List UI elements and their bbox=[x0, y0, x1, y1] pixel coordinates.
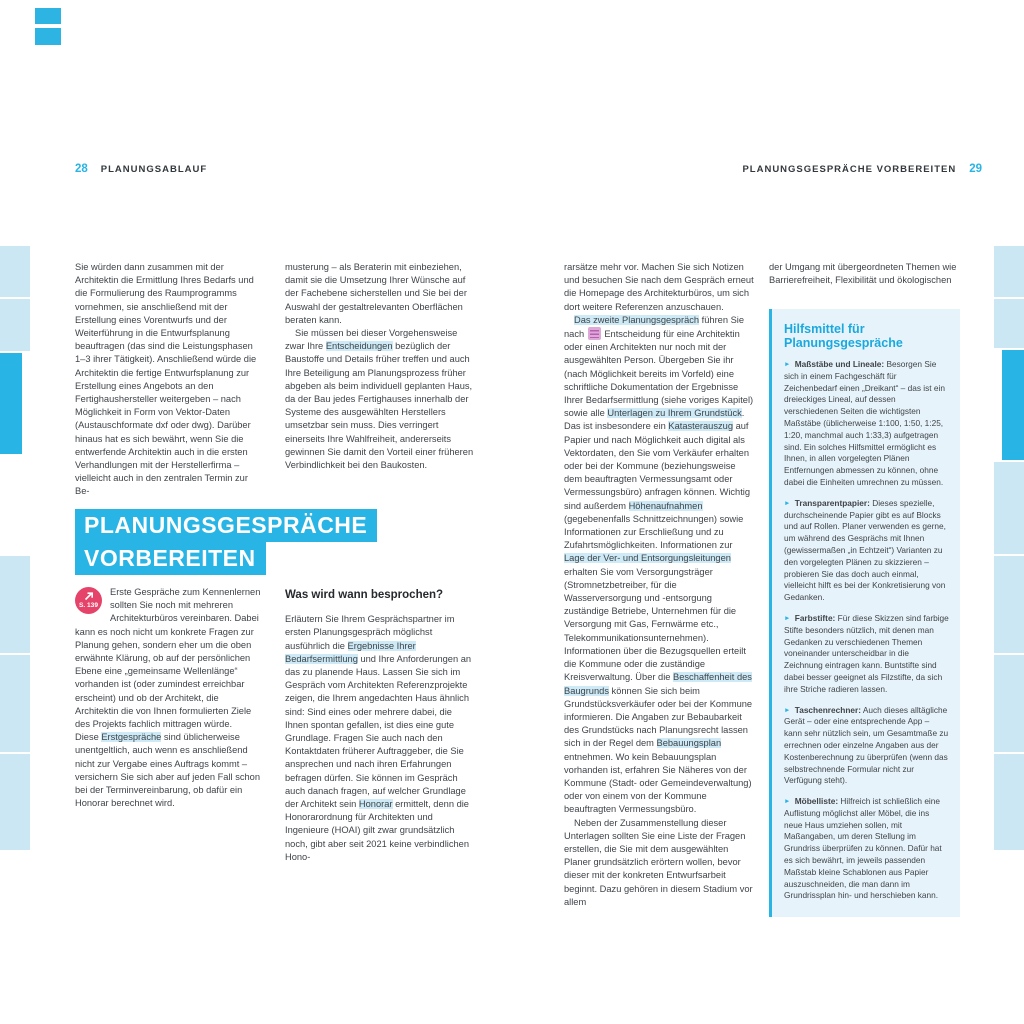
running-head-title-right: PLANUNGSGESPRÄCHE VORBEREITEN bbox=[742, 164, 957, 175]
sidebar-item-text: Auch dieses alltägliche Gerät – oder eine entsprechende App – kann sehr nützlich sein, um Gesamtmaße zu errechnen oder einzelne Angaben aus der Kostenberechnung zu überprüfen (wenn das selbstrechnende Formular nicht zur Verfügung steht). bbox=[784, 704, 949, 786]
body-paragraph: der Umgang mit übergeordneten Themen wie Barrierefreiheit, Flexibilität und ökologischen bbox=[769, 262, 957, 286]
sidebar-item bbox=[784, 705, 949, 788]
sidebar-item-text: Dieses spezielle, durchscheinende Papier gibt es auf Blocks und auf Rollen. Planer verwenden es gerne, um während des Gesprächs mit Ihnen (gewissermaßen „in Echtzeit“) Varianten zu den vorgelegten Plänen zu skizzieren – probieren Sie das doch auch einmal, vielleicht hilft es bei der Konkretisierung von Gedanken. bbox=[784, 497, 946, 603]
sidebar-item-text: Für diese Skizzen sind farbige Stifte besonders nützlich, mit denen man Gedanken zu verschiedenen Themen voneinander unterscheidbar in die Zeichnung eintragen kann. Buntstifte sind dabei besser geeignet als Filzstifte, da sich ihre Striche radieren lassen. bbox=[784, 612, 949, 694]
body-paragraph: Erläutern Sie Ihrem Gesprächspartner im ersten Planungsgespräch möglichst ausführlich die Ergebnisse Ihrer Bedarfsermittlung und Ihre Anforderungen an das zu planende Haus. Lassen Sie sich im Gespräch vom Architekten Referenzprojekte zeigen, die Ihrem angedachten Haus ähnlich sind: Sind eines oder mehrere dabei, die Ihnen spontan gefallen, ist dies eine gute Grundlage. Fragen Sie auch nach den Kontaktdaten früherer Auftraggeber, die Sie ansprechen und nach ihren Erfahrungen befragen dürfen. Sie können im Gespräch auch danach fragen, auf welcher Grundlage der Architekt sein Honorar ermittelt, denn die Honorarordnung für Architekten und Ingenieure (HOAI) gilt zwar grundsätzlich noch, gibt aber seit 2021 keine verbindlichen Hono- bbox=[285, 614, 472, 862]
arrow-up-right-icon bbox=[84, 592, 94, 601]
subheading: Was wird wann besprochen? bbox=[285, 589, 444, 601]
chapter-tab bbox=[994, 655, 1024, 752]
sidebar-item-lead: Möbelliste: bbox=[794, 796, 839, 807]
page-number-left: 28 bbox=[75, 163, 88, 175]
triangle-bullet-icon: ► bbox=[784, 798, 791, 806]
corner-marker bbox=[35, 8, 61, 24]
corner-marker bbox=[35, 28, 61, 45]
page-ref-badge bbox=[75, 587, 102, 614]
chapter-tab bbox=[994, 299, 1024, 348]
sidebar-title: Hilfsmittel für Planungsgespräche bbox=[784, 322, 903, 350]
chapter-tab-active bbox=[1002, 350, 1024, 460]
triangle-bullet-icon: ► bbox=[784, 361, 791, 368]
section-title-line2: VORBEREITEN bbox=[75, 542, 266, 575]
sidebar-item bbox=[784, 613, 949, 696]
body-paragraph: Sie würden dann zusammen mit der Architektin die Ermittlung Ihres Bedarfs und die Formulierung des Raumprogramms vornehmen, sie anschließend mit der Erstellung eines Vorentwurfs und der Weiterführung in die Entwurfsplanung beauftragen (das sind die Leistungsphasen 1–3 ihrer Tätigkeit). Anschließend würde die Architektin die fertige Entwurfsplanung zur Erstellung eines Angebots an den Fertighaushersteller weitergeben – nach Möglichkeit in Form von Vektor-Daten (Austauschformate dxf oder dwg). Darüber hinaus hat es sich bewährt, wenn Sie die entwerfende Architektin auch in die ersten Verhandlungen mit der Herstellerfirma – vielleicht auch in den zentralen Termin zur Be- bbox=[75, 262, 257, 497]
column-2 bbox=[285, 261, 474, 472]
sidebar-item bbox=[784, 498, 949, 604]
page-number-right: 29 bbox=[969, 163, 982, 175]
sidebar-item-text: Hilfreich ist schließlich eine Auflistung möglichst aller Möbel, die ins neue Haus umziehen sollen, mit Maßangaben, um deren Stellung im Grundriss überprüfen zu können. Dafür hat es sich bewährt, im jeweils passenden Maßstab kleine Schablonen aus Papier auszuschneiden, die man dann im Grundrissplan hin- und herschieben kann. bbox=[784, 796, 942, 901]
sidebar-item bbox=[784, 796, 949, 902]
chapter-tab bbox=[994, 246, 1024, 297]
body-paragraph: Diese Erstgespräche sind üblicherweise unentgeltlich, auch wenn es anschließend nicht zur Vergabe eines Auftrags kommt – versichern Sie sich aber auf jeden Fall schon bei der Terminvereinbarung, ob dafür ein Honorar berechnet wird. bbox=[75, 732, 261, 809]
sidebar-item-lead: Maßstäbe und Lineale: bbox=[794, 359, 885, 369]
body-paragraph: Das zweite Planungsgespräch führen Sie nach Entscheidung für eine Architektin oder einen Architekten nur noch mit der ausgewählten Person. Übergeben Sie ihr (nach Möglichkeit bereits im Vorfeld) eine schriftliche Dokumentation der Ergebnisse Ihrer Bedarfsermittlung (siehe voriges Kapitel) sowie alle Unterlagen zu Ihrem Grundstück. Das ist insbesondere ein Katasterauszug auf Papier und nach Möglichkeit auch digital als Vektordaten, den Sie vom Verkäufer erhalten oder bei der Kommune (beziehungsweise dem beauftragten Vermessungsamt oder Vermessungsbüro) anfragen können. Wichtig sind außerdem Höhenaufnahmen (gegebenenfalls Schnittzeichnungen) sowie Informationen zur Erschließung und zu Zufahrtsmöglichkeiten. Informationen zur Lage der Ver- und Entsorgungsleitungen erhalten Sie vom Versorgungsträger (Stromnetzbetreiber, für die Wasserversorgung und -entsorgung zuständige Betriebe, Unternehmen für die Versorgung mit Gas, Fernwärme etc., Telekommunikationsunternehmen). Informationen über die Bezugsquellen erteilt die Kommune oder die zuständige Kreisverwaltung. Über die Beschaffenheit des Baugrunds können Sie sich beim Grundstücksverkäufer oder bei der Kommune informieren. Die Angaben zur Bebaubarkeit des Grundstücks nach Planungsrecht lassen sich in der Regel dem Bebauungsplan entnehmen. Wo kein Bebauungsplan vorhanden ist, erfahren Sie Näheres von der Kommune (Stadt- oder Gemeindeverwaltung) oder von einem von der Kommune beauftragten Vermessungsbüro. bbox=[564, 314, 754, 815]
sidebar-item bbox=[784, 359, 949, 489]
sidebar-hilfsmittel bbox=[769, 309, 960, 917]
sidebar-item-lead: Farbstifte: bbox=[794, 612, 836, 623]
triangle-bullet-icon: ► bbox=[784, 499, 791, 507]
chapter-tab bbox=[0, 754, 30, 850]
checklist-icon bbox=[588, 327, 601, 340]
chapter-tab bbox=[0, 556, 30, 653]
body-paragraph: rarsätze mehr vor. Machen Sie sich Notizen und besuchen Sie nach dem Gespräch erneut die Homepage des Architekturbüros, um sich dort weitere Referenzen anzuschauen. bbox=[564, 262, 754, 312]
chapter-tab bbox=[0, 655, 30, 752]
column-4 bbox=[769, 261, 961, 287]
sidebar-item-text: Besorgen Sie sich in einem Fachgeschäft für Zeichenbedarf einen „Dreikant“ – das ist ein dreieckiges Lineal, auf dessen verschiedenen Seiten die wichtigsten Maßstäbe (üblicherweise 1:100, 1:50, 1:25, 1:20, manchmal auch 1:33,3) aufgetragen sind. Ein solches Hilfsmittel ermöglicht es Ihnen, in allen vorgelegten Plänen Entfernungen abmessen zu können, ohne dabei die Einheiten umrechnen zu müssen. bbox=[784, 359, 945, 487]
column-2-continued bbox=[285, 589, 474, 864]
column-1-continued bbox=[75, 586, 264, 810]
chapter-tab bbox=[994, 556, 1024, 653]
triangle-bullet-icon: ► bbox=[784, 614, 791, 622]
triangle-bullet-icon: ► bbox=[784, 706, 791, 714]
badge-label: S. 139 bbox=[78, 602, 99, 609]
sidebar-item-lead: Taschenrechner: bbox=[794, 704, 861, 715]
running-header-right bbox=[564, 163, 982, 175]
running-header-left bbox=[75, 163, 207, 175]
running-head-title-left: PLANUNGSABLAUF bbox=[100, 164, 208, 175]
chapter-tab bbox=[0, 299, 30, 351]
body-paragraph: Erste Gespräche zum Kennenlernen sollten Sie noch mit mehreren Architekturbüros vereinbaren. Dabei kann es noch nicht um konkrete Fragen zur Planung gehen, sondern eher um die oben erwähnte Klärung, ob auf der persönlichen Ebene eine „gemeinsame Wellenlänge“ vorhanden ist (oder zumindest erreichbar erscheint) und ob der Architekt, die Architektin die von Ihnen formulierten Ziele des Projekts fachlich mittragen würde. bbox=[75, 587, 261, 730]
body-paragraph: Neben der Zusammenstellung dieser Unterlagen sollten Sie eine Liste der Fragen erstellen, die Sie mit dem ausgewählten Planer grundsätzlich erörtern wollen, bevor dieser mit der konkreten Entwurfsarbeit beginnt. Dazu gehören in diesem Stadium vor allem bbox=[564, 817, 753, 907]
body-paragraph: Sie müssen bei dieser Vorgehensweise zwar Ihre Entscheidungen bezüglich der Baustoffe und Details früher treffen und auch Ihre Beteiligung am Planungsprozess früher abgeben als beim individuell geplanten Haus, da der Bau jedes Fertighauses innerhalb der Systeme des ausgewählten Herstellers umsetzbar sein muss. Dies verringert einerseits Ihre Wahlfreiheit, andererseits gewinnen Sie damit den Vorteil einer früheren Verbindlichkeit bei den Baukosten. bbox=[285, 328, 474, 471]
body-paragraph: musterung – als Beraterin mit einbeziehen, damit sie die Umsetzung Ihrer Wünsche auf der Fachebene sicherstellen und Sie bei der Auswahl der gestaltrelevanten Oberflächen beraten kann. bbox=[285, 262, 467, 325]
sidebar-item-lead: Transparentpapier: bbox=[794, 497, 870, 508]
section-title-line1: PLANUNGSGESPRÄCHE bbox=[75, 509, 377, 542]
chapter-tab-active bbox=[0, 353, 22, 454]
chapter-tab bbox=[994, 754, 1024, 850]
column-1 bbox=[75, 261, 264, 499]
chapter-tab bbox=[0, 246, 30, 297]
chapter-tab bbox=[994, 462, 1024, 554]
section-title bbox=[75, 509, 377, 575]
column-3 bbox=[564, 261, 754, 909]
